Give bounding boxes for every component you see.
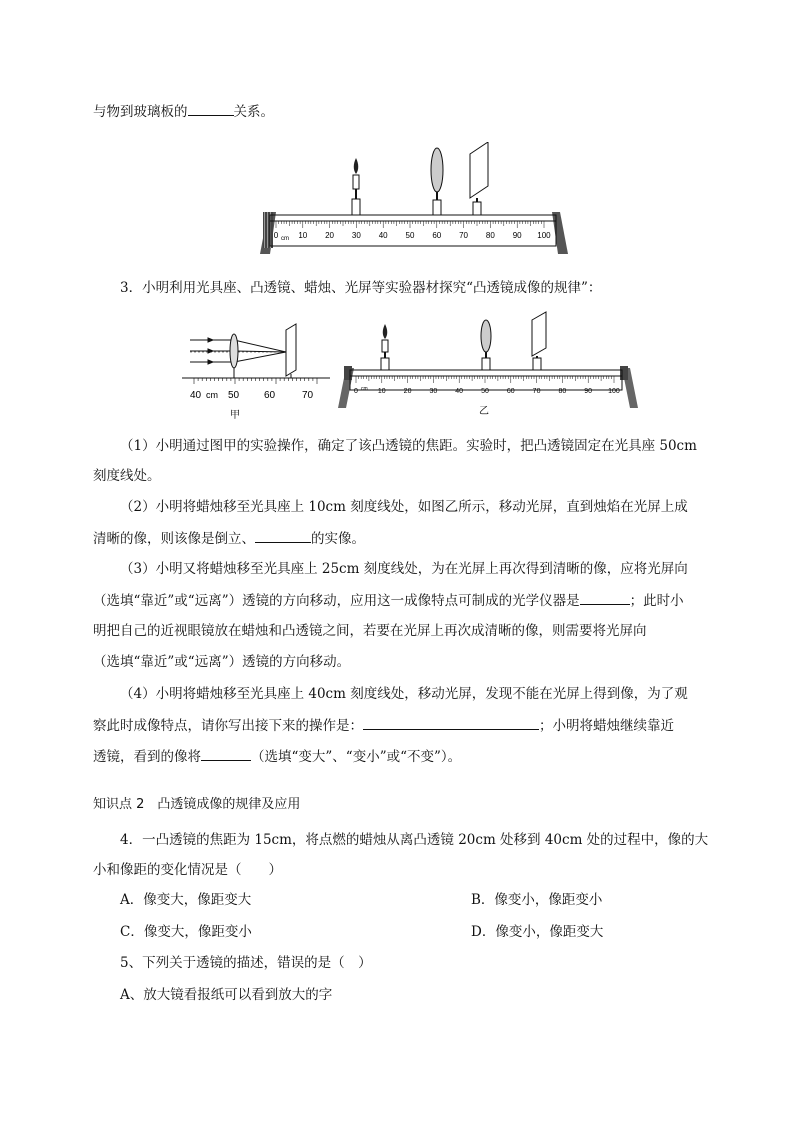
answer-blank[interactable] bbox=[580, 590, 630, 605]
tick-70: 70 bbox=[302, 390, 314, 401]
scale-label: 100 bbox=[608, 388, 620, 395]
q5-option-a[interactable]: A、放大镜看报纸可以看到放大的字 bbox=[120, 987, 333, 1003]
scale-label: 10 bbox=[377, 388, 386, 395]
p1-line2: 刻度线处。 bbox=[93, 468, 161, 484]
q4-option-b[interactable]: B．像变小，像距变小 bbox=[471, 892, 603, 908]
light-screen bbox=[470, 142, 488, 215]
q3-intro: 3．小明利用光具座、凸透镜、蜡烛、光屏等实验器材探究“凸透镜成像的规律”： bbox=[120, 280, 602, 296]
candle-yi bbox=[381, 324, 389, 370]
tick-50: 50 bbox=[228, 390, 240, 401]
bench-right-support bbox=[552, 212, 568, 254]
scale-label: 60 bbox=[506, 388, 515, 395]
caption-yi: 乙 bbox=[479, 406, 489, 417]
scale-label: 90 bbox=[584, 388, 593, 395]
screen-jia bbox=[286, 324, 296, 376]
scale-labels bbox=[274, 231, 551, 242]
q4-option-a[interactable]: A．像变大，像距变大 bbox=[120, 892, 252, 908]
scale-label: 100 bbox=[537, 231, 551, 240]
scale-label: 40 bbox=[378, 231, 388, 240]
answer-blank[interactable] bbox=[255, 528, 311, 543]
screen-yi bbox=[532, 312, 546, 370]
scale-label: 70 bbox=[459, 231, 469, 240]
p3-line4: （选填“靠近”或“远离”）透镜的方向移动。 bbox=[93, 654, 351, 670]
scale-label: 20 bbox=[325, 231, 335, 240]
bench-rail bbox=[270, 215, 556, 221]
p4-line1: （4）小明将蜡烛移至光具座上 40cm 刻度线处，移动光屏，发现不能在光屏上得到像，为了观 bbox=[120, 686, 688, 702]
scale-label: 70 bbox=[532, 388, 541, 395]
p4-line3: 透镜，看到的像将 （选填“变大”、“变小”或“不变”）。 bbox=[93, 746, 461, 767]
scale-ticks bbox=[276, 221, 544, 228]
p3-line2: （选填“靠近”或“远离”）透镜的方向移动，应用这一成像特点可制成的光学仪器是 ；此时小 bbox=[93, 590, 684, 611]
scale-label: 0 bbox=[354, 388, 358, 395]
scale-label: 0 bbox=[273, 231, 279, 240]
figure-yi bbox=[336, 310, 642, 418]
p3-line3: 明把自己的近视眼镜放在蜡烛和凸透镜之间，若要在光屏上再次成清晰的像，则需要将光屏向 bbox=[93, 623, 647, 639]
scale-label: 30 bbox=[351, 231, 361, 240]
lens-yi bbox=[481, 320, 491, 370]
figure-jia bbox=[182, 318, 330, 422]
convex-lens bbox=[431, 148, 443, 215]
section-heading: 知识点 2 凸透镜成像的规律及应用 bbox=[93, 797, 301, 812]
caption-jia: 甲 bbox=[230, 410, 240, 421]
p4-line2: 察此时成像特点，请你写出接下来的操作是： ；小明将蜡烛继续靠近 bbox=[93, 715, 674, 736]
q4-line2: 小和像距的变化情况是（ ） bbox=[93, 862, 282, 878]
q4-line1: 4．一凸透镜的焦距为 15cm，将点燃的蜡烛从离凸透镜 20cm 处移到 40cm 处的过程中，像的大 bbox=[120, 832, 709, 848]
p2-line1: （2）小明将蜡烛移至光具座上 10cm 刻度线处，如图乙所示，移动光屏，直到烛焰在光屏上成 bbox=[120, 499, 688, 515]
p2-line2: 清晰的像，则该像是倒立、 的实像。 bbox=[93, 528, 365, 549]
p3-line1: （3）小明又将蜡烛移至光具座上 25cm 刻度线处，为在光屏上再次得到清晰的像，应将光屏向 bbox=[120, 561, 688, 577]
scale-label: 80 bbox=[485, 231, 495, 240]
answer-blank[interactable] bbox=[363, 715, 539, 730]
scale-label: 60 bbox=[432, 231, 442, 240]
answer-blank[interactable] bbox=[201, 746, 251, 761]
tick-60: 60 bbox=[264, 390, 276, 401]
top-line: 与物到玻璃板的 关系。 bbox=[93, 101, 274, 122]
q5-line1: 5、下列关于透镜的描述，错误的是（ ） bbox=[120, 955, 372, 971]
scale-label: 50 bbox=[405, 231, 415, 240]
scale-label: 10 bbox=[298, 231, 308, 240]
tick-unit: cm bbox=[206, 390, 218, 400]
scale-label: 20 bbox=[403, 388, 412, 395]
scale-label: 90 bbox=[512, 231, 522, 240]
answer-blank[interactable] bbox=[188, 101, 234, 116]
q4-option-d[interactable]: D．像变小，像距变大 bbox=[471, 924, 604, 940]
candle bbox=[352, 158, 360, 215]
scale-unit: cm bbox=[281, 236, 289, 242]
parallel-rays bbox=[190, 338, 294, 364]
scale-label: 40 bbox=[455, 388, 464, 395]
q4-option-c[interactable]: C．像变大，像距变小 bbox=[120, 924, 252, 940]
scale-label: 30 bbox=[429, 388, 438, 395]
tick-40: 40 bbox=[190, 390, 202, 401]
p1-line1: （1）小明通过图甲的实验操作，确定了该凸透镜的焦距。实验时，把凸透镜固定在光具座 50cm bbox=[120, 438, 697, 454]
scale-label: 80 bbox=[558, 388, 567, 395]
optical-bench-figure-1 bbox=[258, 142, 570, 260]
scale-label: 50 bbox=[481, 388, 489, 395]
lens-jia bbox=[230, 334, 238, 368]
scale-unit: cm bbox=[361, 386, 368, 392]
